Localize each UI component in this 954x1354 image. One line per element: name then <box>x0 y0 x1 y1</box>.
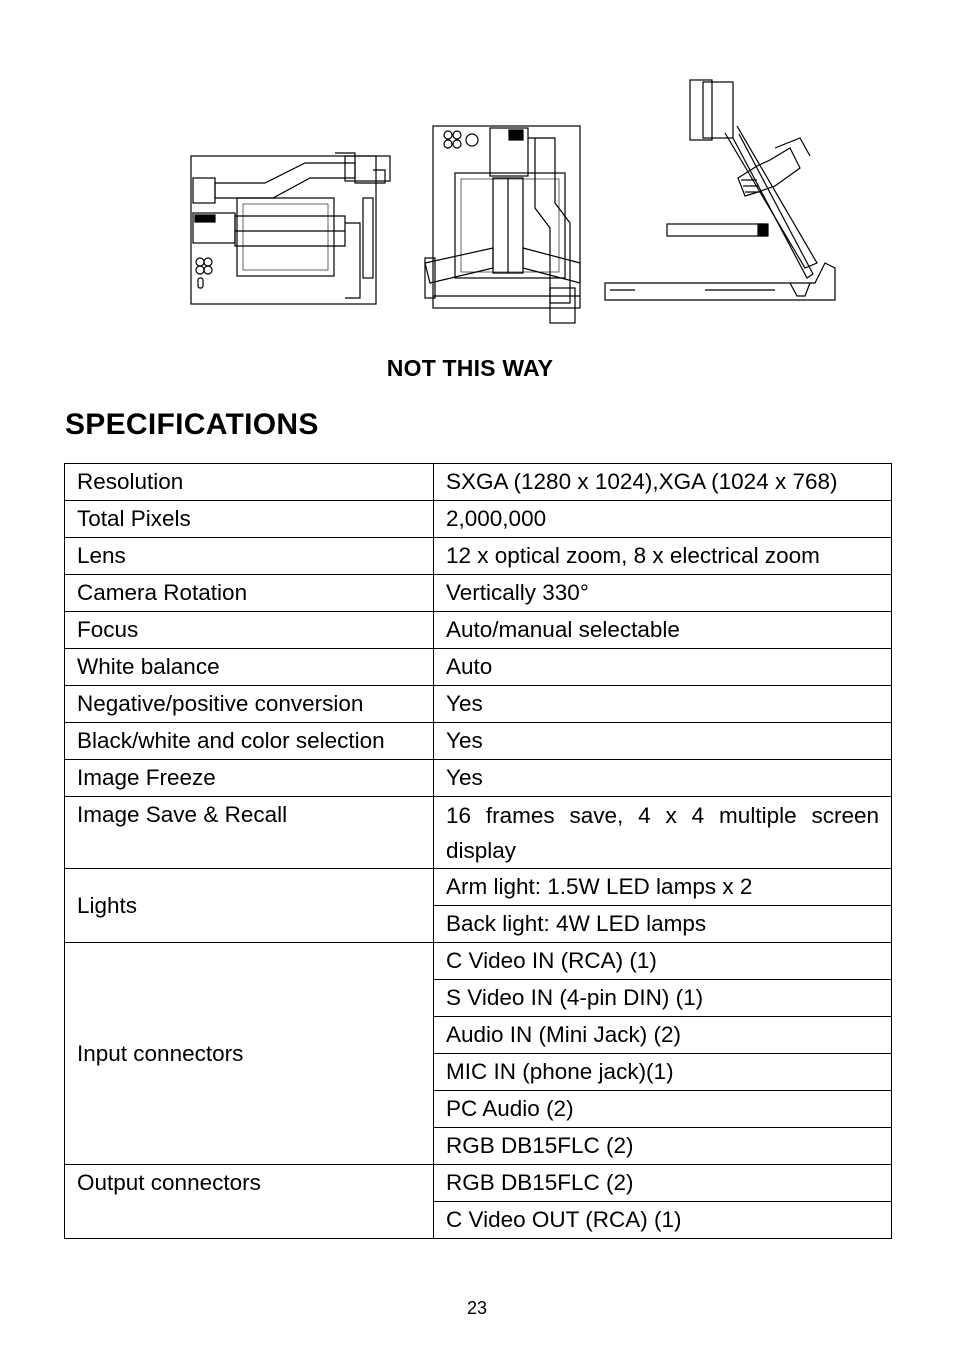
spec-value: Auto <box>434 649 892 686</box>
spec-value: MIC IN (phone jack)(1) <box>434 1054 892 1091</box>
spec-value: Yes <box>434 686 892 723</box>
spec-label: White balance <box>65 649 434 686</box>
spec-label: Image Freeze <box>65 760 434 797</box>
spec-value: S Video IN (4-pin DIN) (1) <box>434 980 892 1017</box>
spec-label: Total Pixels <box>65 501 434 538</box>
spec-label: Lens <box>65 538 434 575</box>
table-row <box>65 869 892 906</box>
spec-label: Negative/positive conversion <box>65 686 434 723</box>
device-hand-view <box>605 80 835 300</box>
table-row <box>65 723 892 760</box>
table-row <box>65 943 892 980</box>
spec-value: C Video OUT (RCA) (1) <box>434 1202 892 1239</box>
specifications-table <box>64 463 892 1239</box>
spec-label: Black/white and color selection <box>65 723 434 760</box>
device-front-view <box>425 126 580 323</box>
spec-value: Back light: 4W LED lamps <box>434 906 892 943</box>
spec-label: Output connectors <box>65 1165 434 1239</box>
spec-label: Lights <box>65 869 434 943</box>
table-row <box>65 1165 892 1202</box>
spec-value: 16 frames save, 4 x 4 multiple screen display <box>434 797 892 869</box>
spec-value: Vertically 330° <box>434 575 892 612</box>
table-row <box>65 686 892 723</box>
spec-label: Input connectors <box>65 943 434 1165</box>
spec-value: PC Audio (2) <box>434 1091 892 1128</box>
spec-value: Yes <box>434 723 892 760</box>
table-row <box>65 797 892 869</box>
table-row <box>65 538 892 575</box>
spec-value: Audio IN (Mini Jack) (2) <box>434 1017 892 1054</box>
spec-label: Resolution <box>65 464 434 501</box>
spec-label: Image Save & Recall <box>65 797 434 869</box>
spec-value: RGB DB15FLC (2) <box>434 1128 892 1165</box>
table-row <box>65 649 892 686</box>
spec-value: Yes <box>434 760 892 797</box>
device-illustrations <box>185 78 845 328</box>
page-number: 23 <box>466 1298 488 1318</box>
device-side-view <box>191 153 390 304</box>
spec-value: 2,000,000 <box>434 501 892 538</box>
spec-value: SXGA (1280 x 1024),XGA (1024 x 768) <box>434 464 892 501</box>
spec-value: Arm light: 1.5W LED lamps x 2 <box>434 869 892 906</box>
table-row <box>65 575 892 612</box>
spec-label: Focus <box>65 612 434 649</box>
caption-not-this-way: NOT THIS WAY <box>386 355 554 381</box>
table-row <box>65 760 892 797</box>
table-row <box>65 501 892 538</box>
table-row <box>65 464 892 501</box>
spec-value: C Video IN (RCA) (1) <box>434 943 892 980</box>
folded-device-drawings <box>185 78 845 328</box>
spec-value: 12 x optical zoom, 8 x electrical zoom <box>434 538 892 575</box>
table-row <box>65 612 892 649</box>
spec-label: Camera Rotation <box>65 575 434 612</box>
spec-value: RGB DB15FLC (2) <box>434 1165 892 1202</box>
spec-value: Auto/manual selectable <box>434 612 892 649</box>
specifications-heading: SPECIFICATIONS <box>65 408 319 441</box>
